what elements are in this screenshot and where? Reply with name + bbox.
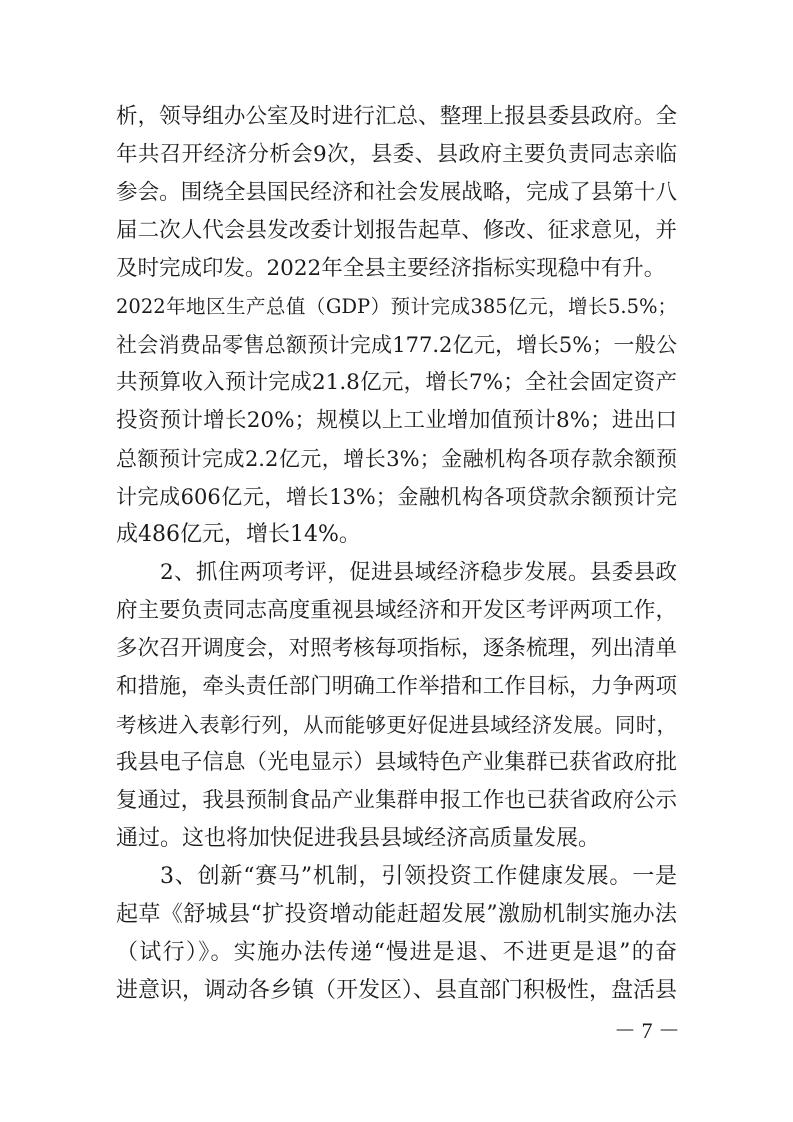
text-line: 府主要负责同志高度重视县域经济和开发区考评两项工作， [116, 598, 677, 623]
paragraph-end-line: 通过。这也将加快促进我县县域经济高质量发展。 [116, 826, 601, 851]
text-line: 多次召开调度会，对照考核每项指标，逐条梳理，列出清单 [116, 636, 677, 661]
text-line: 社会消费品零售总额预计完成177.2亿元，增长5%；一般公 [116, 333, 677, 357]
text-line: 起草《舒城县“扩投资增动能赶超发展”激励机制实施办法 [116, 902, 677, 927]
text-line: 参会。围绕全县国民经济和社会发展战略，完成了县第十八 [116, 180, 677, 205]
text-line: 复通过，我县预制食品产业集群申报工作也已获省政府公示 [116, 788, 677, 813]
text-line: 我县电子信息（光电显示）县域特色产业集群已获省政府批 [116, 750, 677, 775]
text-line: 届二次人代会县发改委计划报告起草、修改、征求意见，并 [116, 218, 677, 243]
text-line: 进意识，调动各乡镇（开发区）、县直部门积极性，盘活县 [116, 978, 677, 1003]
text-line: 析，领导组办公室及时进行汇总、整理上报县委县政府。全 [116, 104, 677, 129]
text-line: 共预算收入预计完成21.8亿元，增长7%；全社会固定资产 [116, 370, 677, 395]
text-line: 投资预计增长20%；规模以上工业增加值预计8%；进出口 [116, 408, 677, 433]
text-line: 年共召开经济分析会9次，县委、县政府主要负责同志亲临 [116, 142, 677, 167]
section-3-first-line: 3、创新“赛马”机制，引领投资工作健康发展。一是 [160, 864, 677, 889]
text-line: 及时完成印发。2022年全县主要经济指标实现稳中有升。 [116, 256, 666, 281]
text-line: 总额预计完成2.2亿元，增长3%；金融机构各项存款余额预 [116, 447, 677, 471]
page-number: － 7 － [613, 1018, 680, 1043]
text-line: （试行）》。实施办法传递“慢进是退、不进更是退”的奋 [116, 940, 677, 965]
text-line: 和措施，牵头责任部门明确工作举措和工作目标，力争两项 [116, 674, 677, 699]
text-line: 计完成606亿元，增长13%；金融机构各项贷款余额预计完 [116, 485, 677, 509]
text-line: 2022年地区生产总值（GDP）预计完成385亿元，增长5.5%； [116, 295, 677, 318]
paragraph-end-line: 成486亿元，增长14%。 [116, 522, 361, 547]
text-line: 考核进入表彰行列，从而能够更好促进县域经济发展。同时， [116, 713, 677, 737]
section-2-first-line: 2、抓住两项考评，促进县域经济稳步发展。县委县政 [160, 560, 677, 585]
